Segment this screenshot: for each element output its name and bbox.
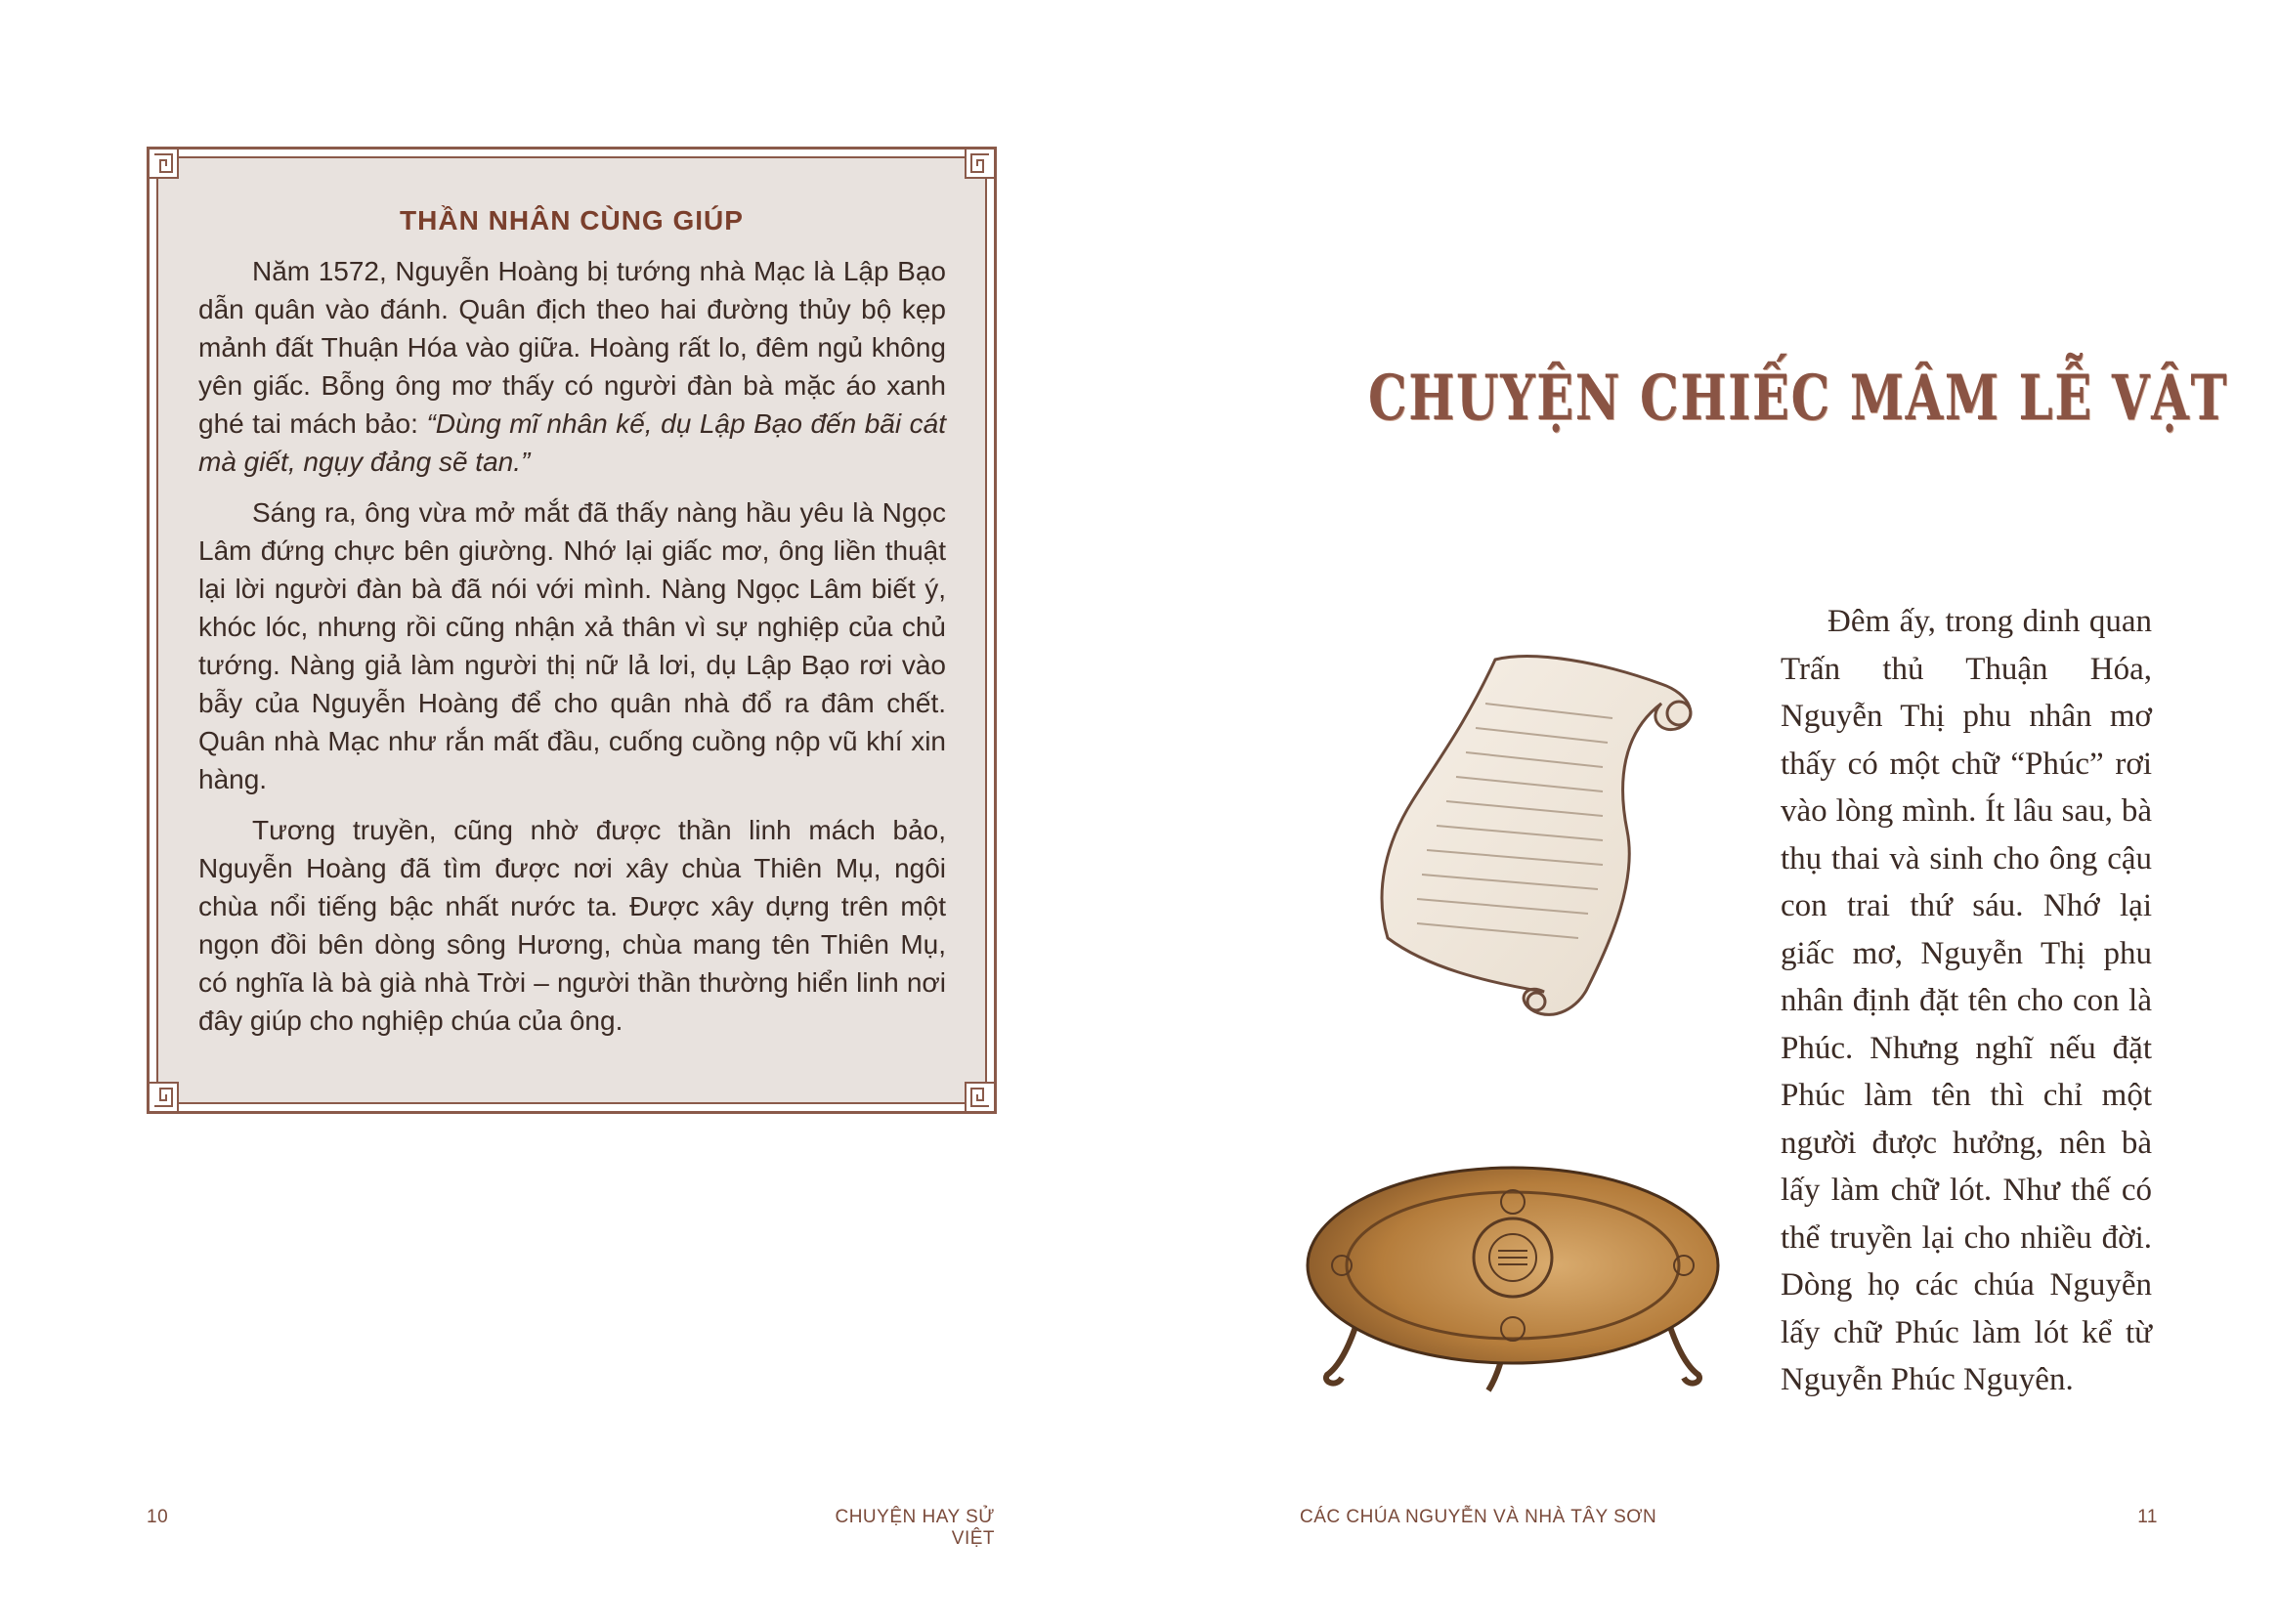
paragraph: Sáng ra, ông vừa mở mắt đã thấy nàng hầu yêu là Ngọc Lâm đứng chực bên giường. Nhớ lại giấc mơ, ông liền thuật lại lời người đàn bà đã nói với mình. Nàng Ngọc Lâm biết ý, khóc lóc, nhưng rồi cũng nhận xả thân vì sự nghiệp của chủ tướng. Nàng giả làm người thị nữ lả lơi, dụ Lập Bạo rơi vào bẫy của Nguyễn Hoàng để cho quân nhà đổ ra đâm chết. Quân nhà Mạc như rắn mất đầu, cuống cuồng nộp vũ khí xin hàng.	[198, 497, 946, 794]
chapter-title: CHUYỆN CHIẾC MÂM LỄ VẬT	[1368, 362, 2229, 435]
running-title-right: CÁC CHÚA NGUYỄN VÀ NHÀ TÂY SƠN	[1300, 1507, 1657, 1527]
paragraph: Năm 1572, Nguyễn Hoàng bị tướng nhà Mạc là Lập Bạo dẫn quân vào đánh. Quân địch theo hai đường thủy bộ kẹp mảnh đất Thuận Hóa vào giữa. Hoàng rất lo, đêm ngủ không yên giấc. Bỗng ông mơ thấy có người đàn bà mặc áo xanh ghé tai mách bảo: “Dùng mĩ nhân kế, dụ Lập Bạo đến bãi cát mà giết, ngụy đảng sẽ tan.”	[198, 256, 947, 477]
frame-corner-ornament-icon	[964, 147, 997, 180]
frame-corner-ornament-icon	[147, 147, 180, 180]
story-box-body	[198, 252, 946, 1052]
quote: “Dùng mĩ nhân kế, dụ Lập Bạo đến bãi cát mà giết, ngụy đảng sẽ tan.”	[198, 408, 947, 477]
paragraph: Tương truyền, cũng nhờ được thần linh mách bảo, Nguyễn Hoàng đã tìm được nơi xây chùa Thiên Mụ, ngôi chùa nổi tiếng bậc nhất nước ta. Được xây dựng trên một ngọn đồi bên dòng sông Hương, chùa mang tên Thiên Mụ, có nghĩa là bà già nhà Trời – người thần thường hiển linh nơi đây giúp cho nghiệp chúa của ông.	[198, 815, 946, 1036]
frame-corner-ornament-icon	[147, 1081, 180, 1114]
running-title-left: CHUYỆN HAY SỬ VIỆT	[835, 1507, 995, 1549]
page-number-right: 11	[2137, 1507, 2158, 1527]
scroll-paper-illustration	[1368, 645, 1720, 1036]
story-box-title: THẦN NHÂN CÙNG GIÚP	[400, 205, 744, 235]
chapter-body	[1781, 598, 2152, 1404]
page-number-left: 10	[147, 1507, 169, 1527]
paragraph: Đêm ấy, trong dinh quan Trấn thủ Thuận Hóa, Nguyễn Thị phu nhân mơ thấy có một chữ “Phúc” rơi vào lòng mình. Ít lâu sau, bà thụ thai và sinh cho ông cậu con trai thứ sáu. Nhớ lại giấc mơ, Nguyễn Thị phu nhân định đặt tên cho con là Phúc. Nhưng nghĩ nếu đặt Phúc làm tên thì chỉ một người được hưởng, nên bà lấy làm chữ lót. Như thế có thể truyền lại cho nhiều đời. Dòng họ các chúa Nguyễn lấy chữ Phúc làm lót kể từ Nguyễn Phúc Nguyên.	[1781, 604, 2152, 1397]
offering-tray-illustration	[1298, 1158, 1728, 1402]
frame-corner-ornament-icon	[964, 1081, 997, 1114]
